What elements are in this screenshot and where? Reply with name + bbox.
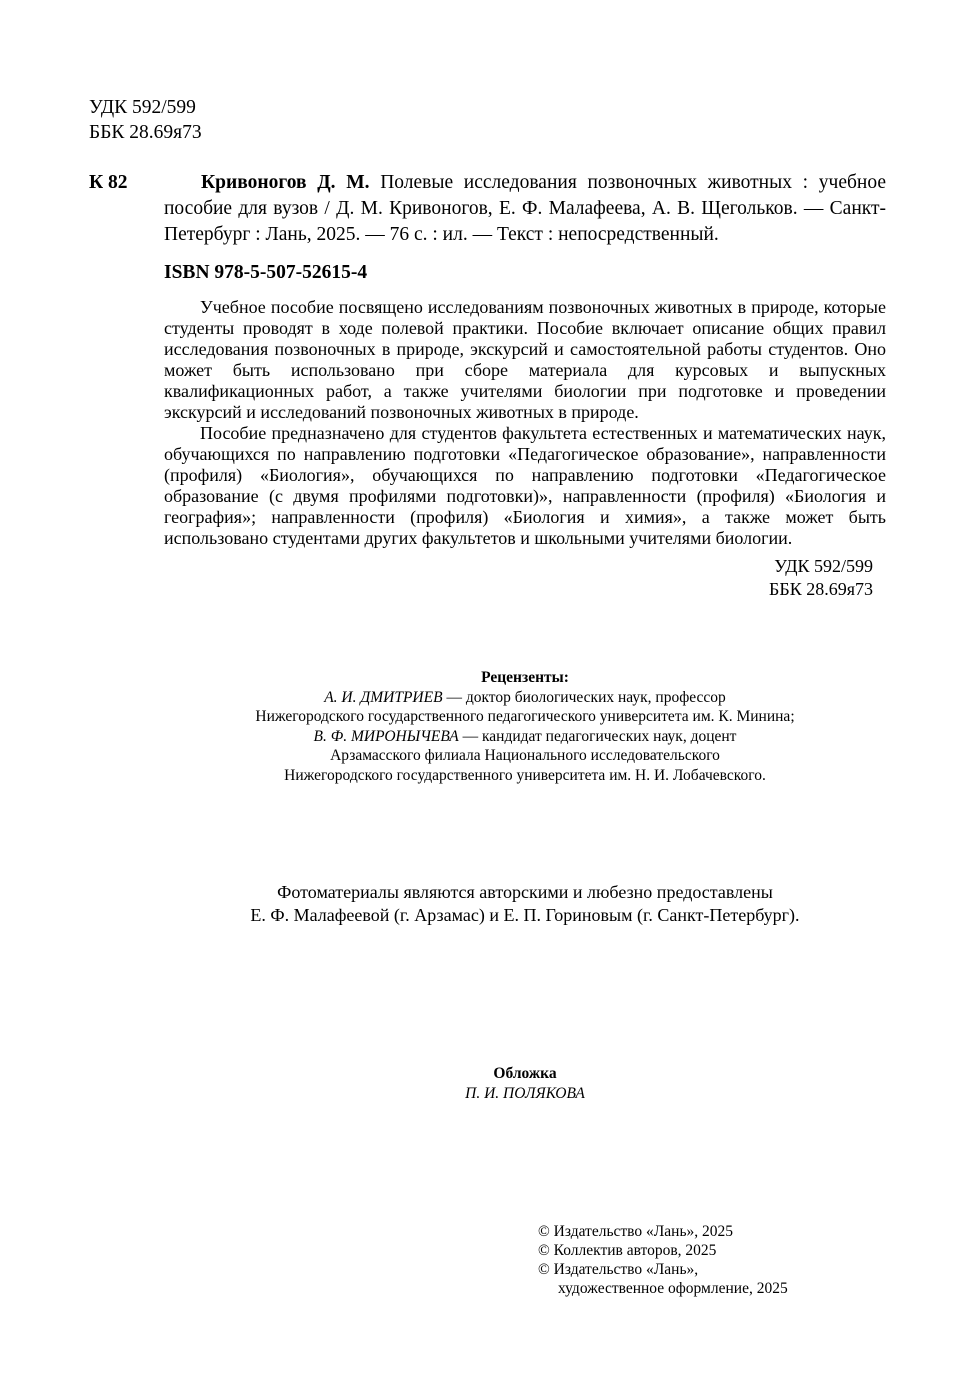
cover-designer: П. И. ПОЛЯКОВА — [465, 1085, 585, 1102]
annotation — [164, 297, 886, 549]
udk-code-bottom: УДК 592/599 — [774, 556, 873, 576]
reviewer-2 — [164, 727, 886, 747]
cover-heading: Обложка — [493, 1065, 557, 1082]
bbk-code-bottom: ББК 28.69я73 — [769, 579, 873, 599]
copyright-line-1: © Издательство «Лань», 2025 — [538, 1223, 734, 1240]
copyright-line-2: © Коллектив авторов, 2025 — [538, 1242, 717, 1259]
reviewer-2-name: В. Ф. МИРОНЫЧЕВА — [313, 727, 459, 745]
annotation-paragraph-1: Учебное пособие посвящено исследованиям позвоночных животных в природе, которые студенты проводят в ходе полевой практики. Пособие включает описание общих правил исследования позвоночных в природе, экскурсий и самостоятельной работы студентов. Оно может быть использовано при сборе материала для курсовых и выпускных квалификационных работ, а также учителями биологии при подготовке и проведении экскурсий и исследований позвоночных животных в природе. — [164, 297, 886, 422]
reviewer-1-org: Нижегородского государственного педагогического университета им. К. Минина; — [255, 708, 795, 725]
reviewer-2-org-line-2: Нижегородского государственного университета им. Н. И. Лобачевского. — [284, 766, 766, 784]
cover-credit — [164, 1064, 886, 1104]
reviewer-2-role: — кандидат педагогических наук, доцент — [458, 727, 737, 745]
reviewers-block — [164, 668, 886, 785]
photo-credits-line-1: Фотоматериалы являются авторскими и любезно предоставлены — [277, 882, 773, 902]
classification-codes-bottom — [0, 555, 873, 601]
reviewer-2-org-line-1: Арзамасского филиала Национального исследовательского — [330, 747, 720, 764]
bibliographic-description — [164, 170, 886, 248]
photo-credits-line-2: Е. Ф. Малафеевой (г. Арзамас) и Е. П. Гориновым (г. Санкт-Петербург). — [250, 905, 800, 925]
bbk-code: ББК 28.69я73 — [89, 122, 202, 143]
description-text: Полевые исследования позвоночных животных : учебное пособие для вузов / Д. М. Кривоногов, Е. Ф. Малафеева, А. В. Щегольков. — Санкт-Петербург : Лань, 2025. — 76 с. : ил. — Текст : непосредственный. — [164, 172, 886, 245]
copyright-line-4: художественное оформление, 2025 — [558, 1280, 788, 1297]
annotation-paragraph-2: Пособие предназначено для студентов факультета естественных и математических наук, обучающихся по направлению подготовки «Педагогическое образование», направленности (профиля) «Биология», обучающихся по направлению подготовки «Педагогическое образование (с двумя профилями подготовки)», направленности (профиля) «Биология и география»; направленности (профиля) «Биология и химия», а также может быть использовано студентами других факультетов и школьными учителями биологии. — [164, 423, 886, 548]
reviewer-1-role: — доктор биологических наук, профессор — [442, 688, 726, 706]
isbn: ISBN 978-5-507-52615-4 — [164, 262, 368, 283]
reviewer-1-name: А. И. ДМИТРИЕВ — [324, 688, 443, 706]
author-name: Кривоногов Д. М. — [201, 172, 370, 193]
classification-codes-top — [89, 95, 202, 145]
photo-credits — [164, 881, 886, 927]
udk-code: УДК 592/599 — [89, 97, 196, 118]
reviewers-heading: Рецензенты: — [481, 669, 569, 686]
copyright-line-3: © Издательство «Лань», — [538, 1261, 699, 1278]
author-index: К 82 — [89, 172, 128, 193]
reviewer-1 — [164, 688, 886, 708]
copyright-block — [538, 1222, 788, 1298]
